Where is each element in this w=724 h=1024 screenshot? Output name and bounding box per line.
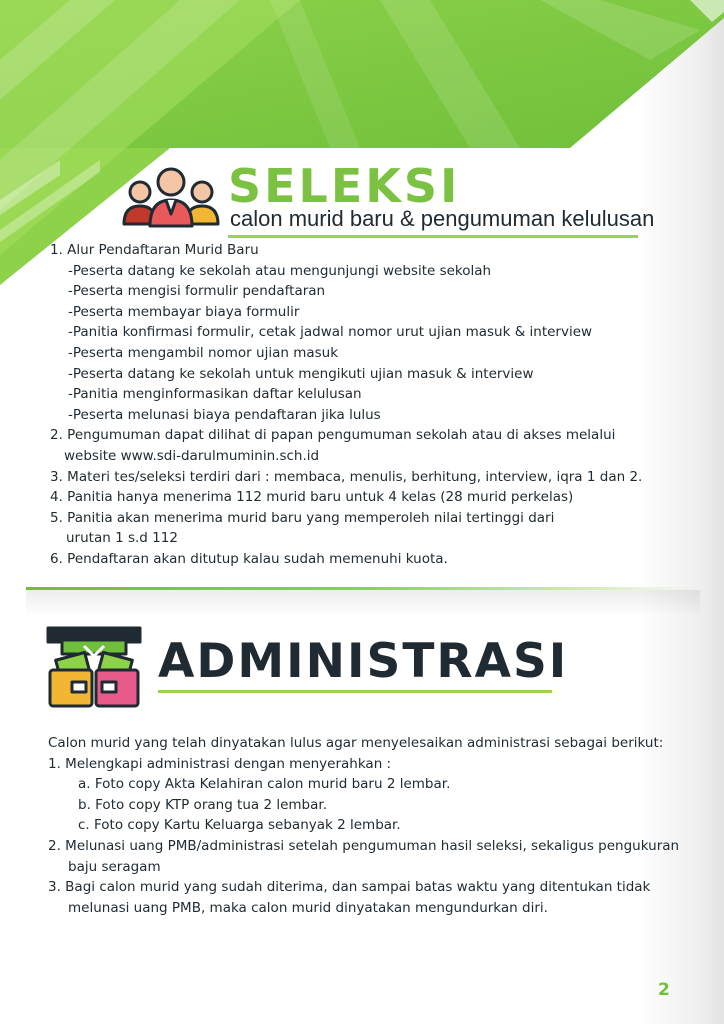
seleksi-subtitle: calon murid baru & pengumuman kelulusan bbox=[230, 206, 655, 231]
list-item: urutan 1 s.d 112 bbox=[66, 530, 178, 547]
people-group-icon bbox=[120, 162, 222, 228]
administrasi-underline bbox=[158, 690, 552, 693]
list-item: 3. Materi tes/seleksi terdiri dari : membaca, menulis, berhitung, interview, iqra 1 dan 2. bbox=[50, 468, 643, 485]
list-item: -Panitia konfirmasi formulir, cetak jadwal nomor urut ujian masuk & interview bbox=[68, 324, 593, 341]
page-number: 2 bbox=[658, 980, 670, 1000]
seleksi-underline bbox=[228, 235, 638, 238]
list-item: c. Foto copy Kartu Keluarga sebanyak 2 lembar. bbox=[78, 817, 401, 834]
seleksi-header bbox=[120, 159, 655, 240]
wallet-money-icon bbox=[44, 624, 144, 710]
seleksi-title: SELEKSI bbox=[228, 159, 461, 213]
list-item: -Peserta melunasi biaya pendaftaran jika lulus bbox=[68, 406, 381, 423]
intro-text: Calon murid yang telah dinyatakan lulus agar menyelesaikan administrasi sebagai berikut: bbox=[48, 735, 664, 751]
list-item: 2. Melunasi uang PMB/administrasi setelah pengumuman hasil seleksi, sekaligus pengukuran bbox=[48, 837, 680, 854]
administrasi-title: ADMINISTRASI bbox=[158, 634, 569, 689]
list-item: 6. Pendaftaran akan ditutup kalau sudah memenuhi kuota. bbox=[50, 550, 448, 567]
list-item: baju seragam bbox=[68, 858, 161, 875]
divider-shadow bbox=[26, 590, 700, 616]
list-item: 1. Melengkapi administrasi dengan menyerahkan : bbox=[48, 755, 392, 772]
list-item: 4. Panitia hanya menerima 112 murid baru untuk 4 kelas (28 murid perkelas) bbox=[50, 489, 574, 506]
list-item: -Panitia menginformasikan daftar kelulusan bbox=[68, 386, 362, 403]
list-item: 2. Pengumuman dapat dilihat di papan pengumuman sekolah atau di akses melalui bbox=[50, 427, 616, 444]
list-item: -Peserta membayar biaya formulir bbox=[68, 303, 300, 320]
list-item: -Peserta datang ke sekolah atau mengunjungi website sekolah bbox=[68, 262, 492, 279]
list-item: a. Foto copy Akta Kelahiran calon murid baru 2 lembar. bbox=[78, 776, 451, 793]
list-item: 3. Bagi calon murid yang sudah diterima, dan sampai batas waktu yang ditentukan tidak bbox=[48, 879, 651, 896]
list-item: 1. Alur Pendaftaran Murid Baru bbox=[50, 242, 259, 258]
list-item: -Peserta datang ke sekolah untuk mengikuti ujian masuk & interview bbox=[68, 365, 534, 382]
list-item: b. Foto copy KTP orang tua 2 lembar. bbox=[78, 796, 327, 813]
seleksi-list bbox=[50, 240, 690, 570]
administrasi-list bbox=[48, 733, 708, 918]
list-item: melunasi uang PMB, maka calon murid dinyatakan mengundurkan diri. bbox=[68, 899, 548, 916]
list-item: -Peserta mengambil nomor ujian masuk bbox=[68, 344, 339, 361]
list-item: 5. Panitia akan menerima murid baru yang memperoleh nilai tertinggi dari bbox=[50, 509, 555, 526]
website-link[interactable]: website www.sdi-darulmuminin.sch.id bbox=[64, 447, 320, 464]
list-item: -Peserta mengisi formulir pendaftaran bbox=[68, 283, 326, 300]
